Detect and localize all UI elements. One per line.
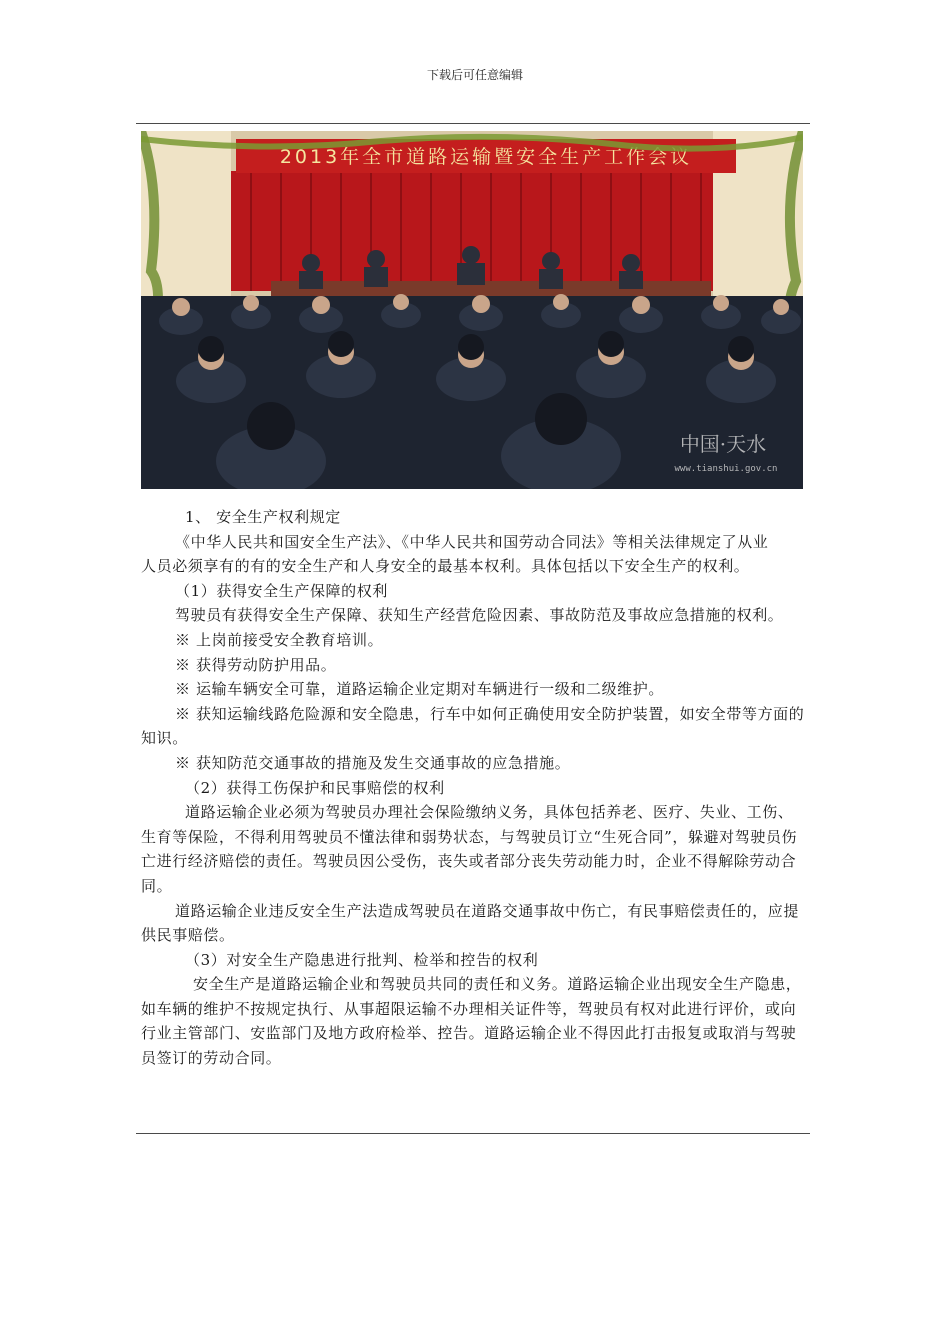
list-item: ※ 运输车辆安全可靠，道路运输企业定期对车辆进行一级和二级维护。	[175, 680, 664, 699]
list-item: ※ 上岗前接受安全教育培训。	[175, 630, 384, 649]
list-item: ※ 获知运输线路危险源和安全隐患，行车中如何正确使用安全防护装置，如安全带等方面的知识。	[141, 704, 805, 748]
subsection-3-paragraph: 安全生产是道路运输企业和驾驶员共同的责任和义务。道路运输企业出现安全生产隐患，如车辆的维护不按规定执行、从事超限运输不办理相关证件等，驾驶员有权对此进行评价，或向行业主管部门、安监部门及地方政府检举、控告。道路运输企业不得因此打击报复或取消与驾驶员签订的劳动合同。	[141, 975, 802, 1068]
subsection-2-paragraph-1: 道路运输企业必须为驾驶员办理社会保险缴纳义务，具体包括养老、医疗、失业、工伤、生育等保险，不得利用驾驶员不懂法律和弱势状态，与驾驶员订立“生死合同”，躲避对驾驶员伤亡进行经济赔偿的责任。驾驶员因公受伤，丧失或者部分丧失劳动能力时，企业不得解除劳动合同。	[141, 803, 798, 895]
section-heading: 1、 安全生产权利规定	[185, 508, 341, 526]
meeting-photo	[141, 131, 803, 489]
watermark-logo: 中国·天水	[679, 432, 767, 456]
banner-text: 2013年全市道路运输暨安全生产工作会议	[279, 146, 693, 168]
watermark-url: www.tianshui.gov.cn	[674, 464, 778, 474]
subsection-1-title: （1）获得安全生产保障的权利	[175, 581, 388, 600]
list-item: ※ 获知防范交通事故的措施及发生交通事故的应急措施。	[175, 753, 571, 772]
intro-line-1: 《中华人民共和国安全生产法》、《中华人民共和国劳动合同法》等相关法律规定了从业	[175, 532, 769, 551]
subsection-1-paragraph: 驾驶员有获得安全生产保障、获知生产经营危险因素、事故防范及事故应急措施的权利。	[175, 606, 784, 625]
intro-line-2: 人员必须享有的有的安全生产和人身安全的最基本权利。具体包括以下安全生产的权利。	[141, 557, 750, 576]
page-header-note: 下载后可任意编辑	[426, 68, 523, 82]
subsection-3-title: （3）对安全生产隐患进行批判、检举和控告的权利	[185, 950, 539, 969]
subsection-2-title: （2）获得工伤保护和民事赔偿的权利	[185, 778, 445, 797]
subsection-2-paragraph-2: 道路运输企业违反安全生产法造成驾驶员在道路交通事故中伤亡，有民事赔偿责任的，应提供民事赔偿。	[141, 901, 800, 945]
article-body	[141, 505, 807, 1071]
list-item: ※ 获得劳动防护用品。	[175, 655, 337, 674]
